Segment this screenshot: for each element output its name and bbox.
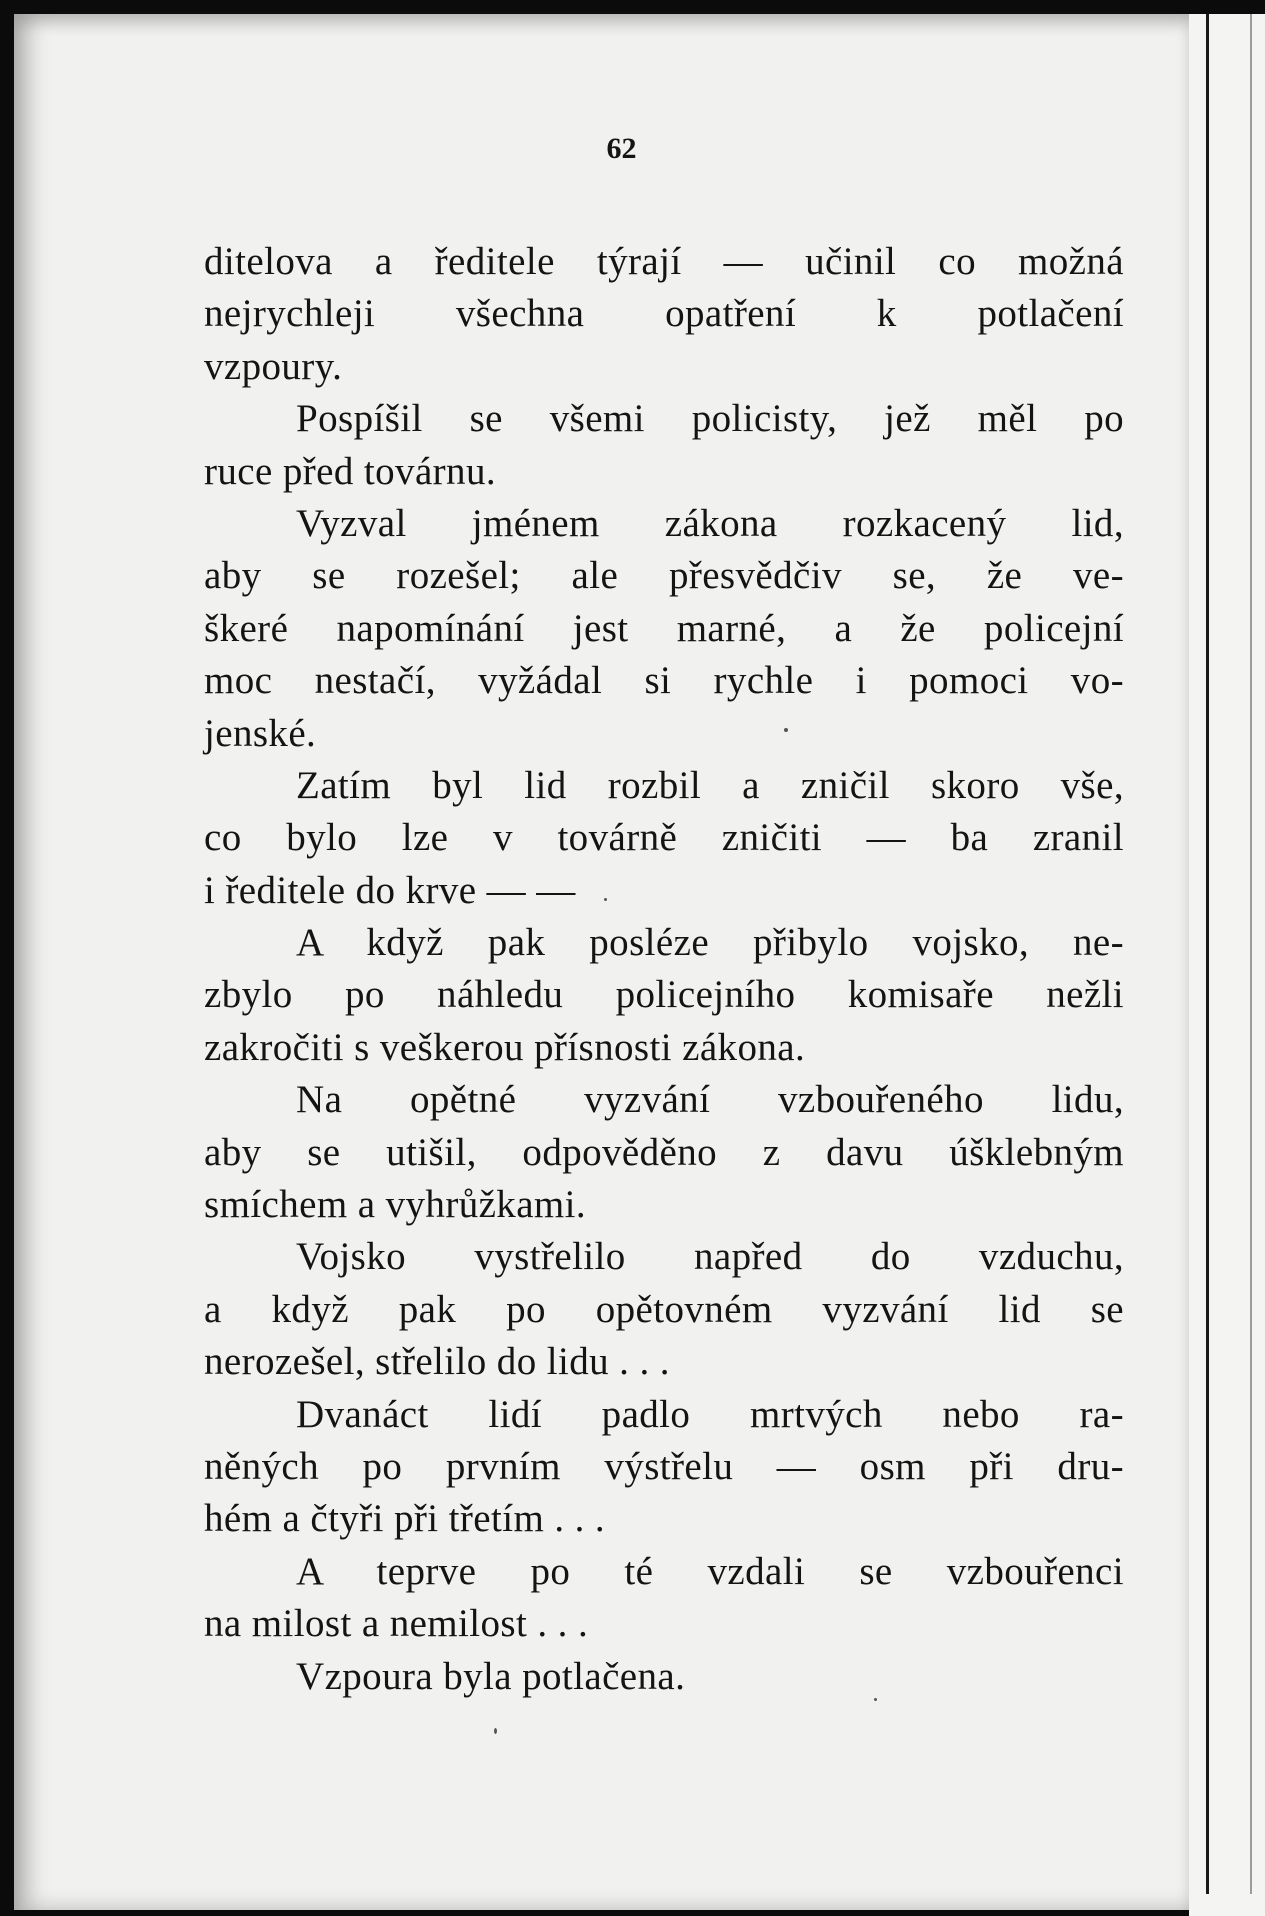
text-line: na milost a nemilost . . . — [204, 1602, 589, 1646]
print-speck — [874, 1698, 877, 1701]
page-edge — [1189, 14, 1265, 1916]
text-line: hém a čtyři při třetím . . . — [204, 1497, 606, 1541]
text-line: zbylo po náhledu policejního komisaře nežli — [204, 973, 1124, 1017]
text-line: co bylo lze v továrně zničiti — ba zranil — [204, 816, 1124, 860]
text-line: i ředitele do krve — — — [204, 868, 576, 912]
page-number: 62 — [606, 132, 637, 165]
text-line: Vzpoura byla potlačena. — [296, 1654, 686, 1698]
text-line: a když pak po opětovném vyzvání lid se — [204, 1287, 1124, 1331]
text-line: Dvanáct lidí padlo mrtvých nebo ra- — [296, 1392, 1124, 1436]
text-line: jenské. — [204, 711, 317, 755]
text-line: Na opětné vyzvání vzbouřeného lidu, — [296, 1078, 1124, 1122]
print-speck — [604, 898, 607, 901]
body-text — [204, 236, 1124, 1703]
text-line: vzpoury. — [204, 344, 343, 388]
text-line: škeré napomínání jest marné, a že policejní — [204, 606, 1124, 650]
text-line: ruce před továrnu. — [204, 449, 496, 493]
text-line: nejrychleji všechna opatření k potlačení — [204, 292, 1124, 336]
text-line: aby se rozešel; ale přesvědčiv se, že ve- — [204, 554, 1124, 598]
text-line: moc nestačí, vyžádal si rychle i pomoci vo- — [204, 659, 1124, 703]
text-line: aby se utišil, odpověděno z davu úšklebným — [204, 1130, 1124, 1174]
text-line: ditelova a ředitele týrají — učinil co možná — [204, 240, 1124, 283]
book-page — [14, 14, 1189, 1910]
text-line: A když pak posléze přibylo vojsko, ne- — [296, 921, 1124, 965]
text-line: smíchem a vyhrůžkami. — [204, 1183, 587, 1227]
text-line: něných po prvním výstřelu — osm při dru- — [204, 1444, 1124, 1488]
text-line: Vyzval jménem zákona rozkacený lid, — [296, 501, 1124, 545]
binding-line — [1206, 14, 1209, 1894]
text-line: Zatím byl lid rozbil a zničil skoro vše, — [296, 763, 1124, 807]
print-speck — [784, 728, 788, 732]
text-line: A teprve po té vzdali se vzbouřenci — [296, 1549, 1124, 1593]
binding-shadow — [1250, 14, 1252, 1894]
text-line: nerozešel, střelilo do lidu . . . — [204, 1340, 670, 1384]
text-line: zakročiti s veškerou přísnosti zákona. — [204, 1025, 806, 1069]
text-line: Pospíšil se všemi policisty, jež měl po — [296, 397, 1124, 441]
text-line: Vojsko vystřelilo napřed do vzduchu, — [296, 1235, 1124, 1279]
print-speck — [494, 1728, 497, 1734]
